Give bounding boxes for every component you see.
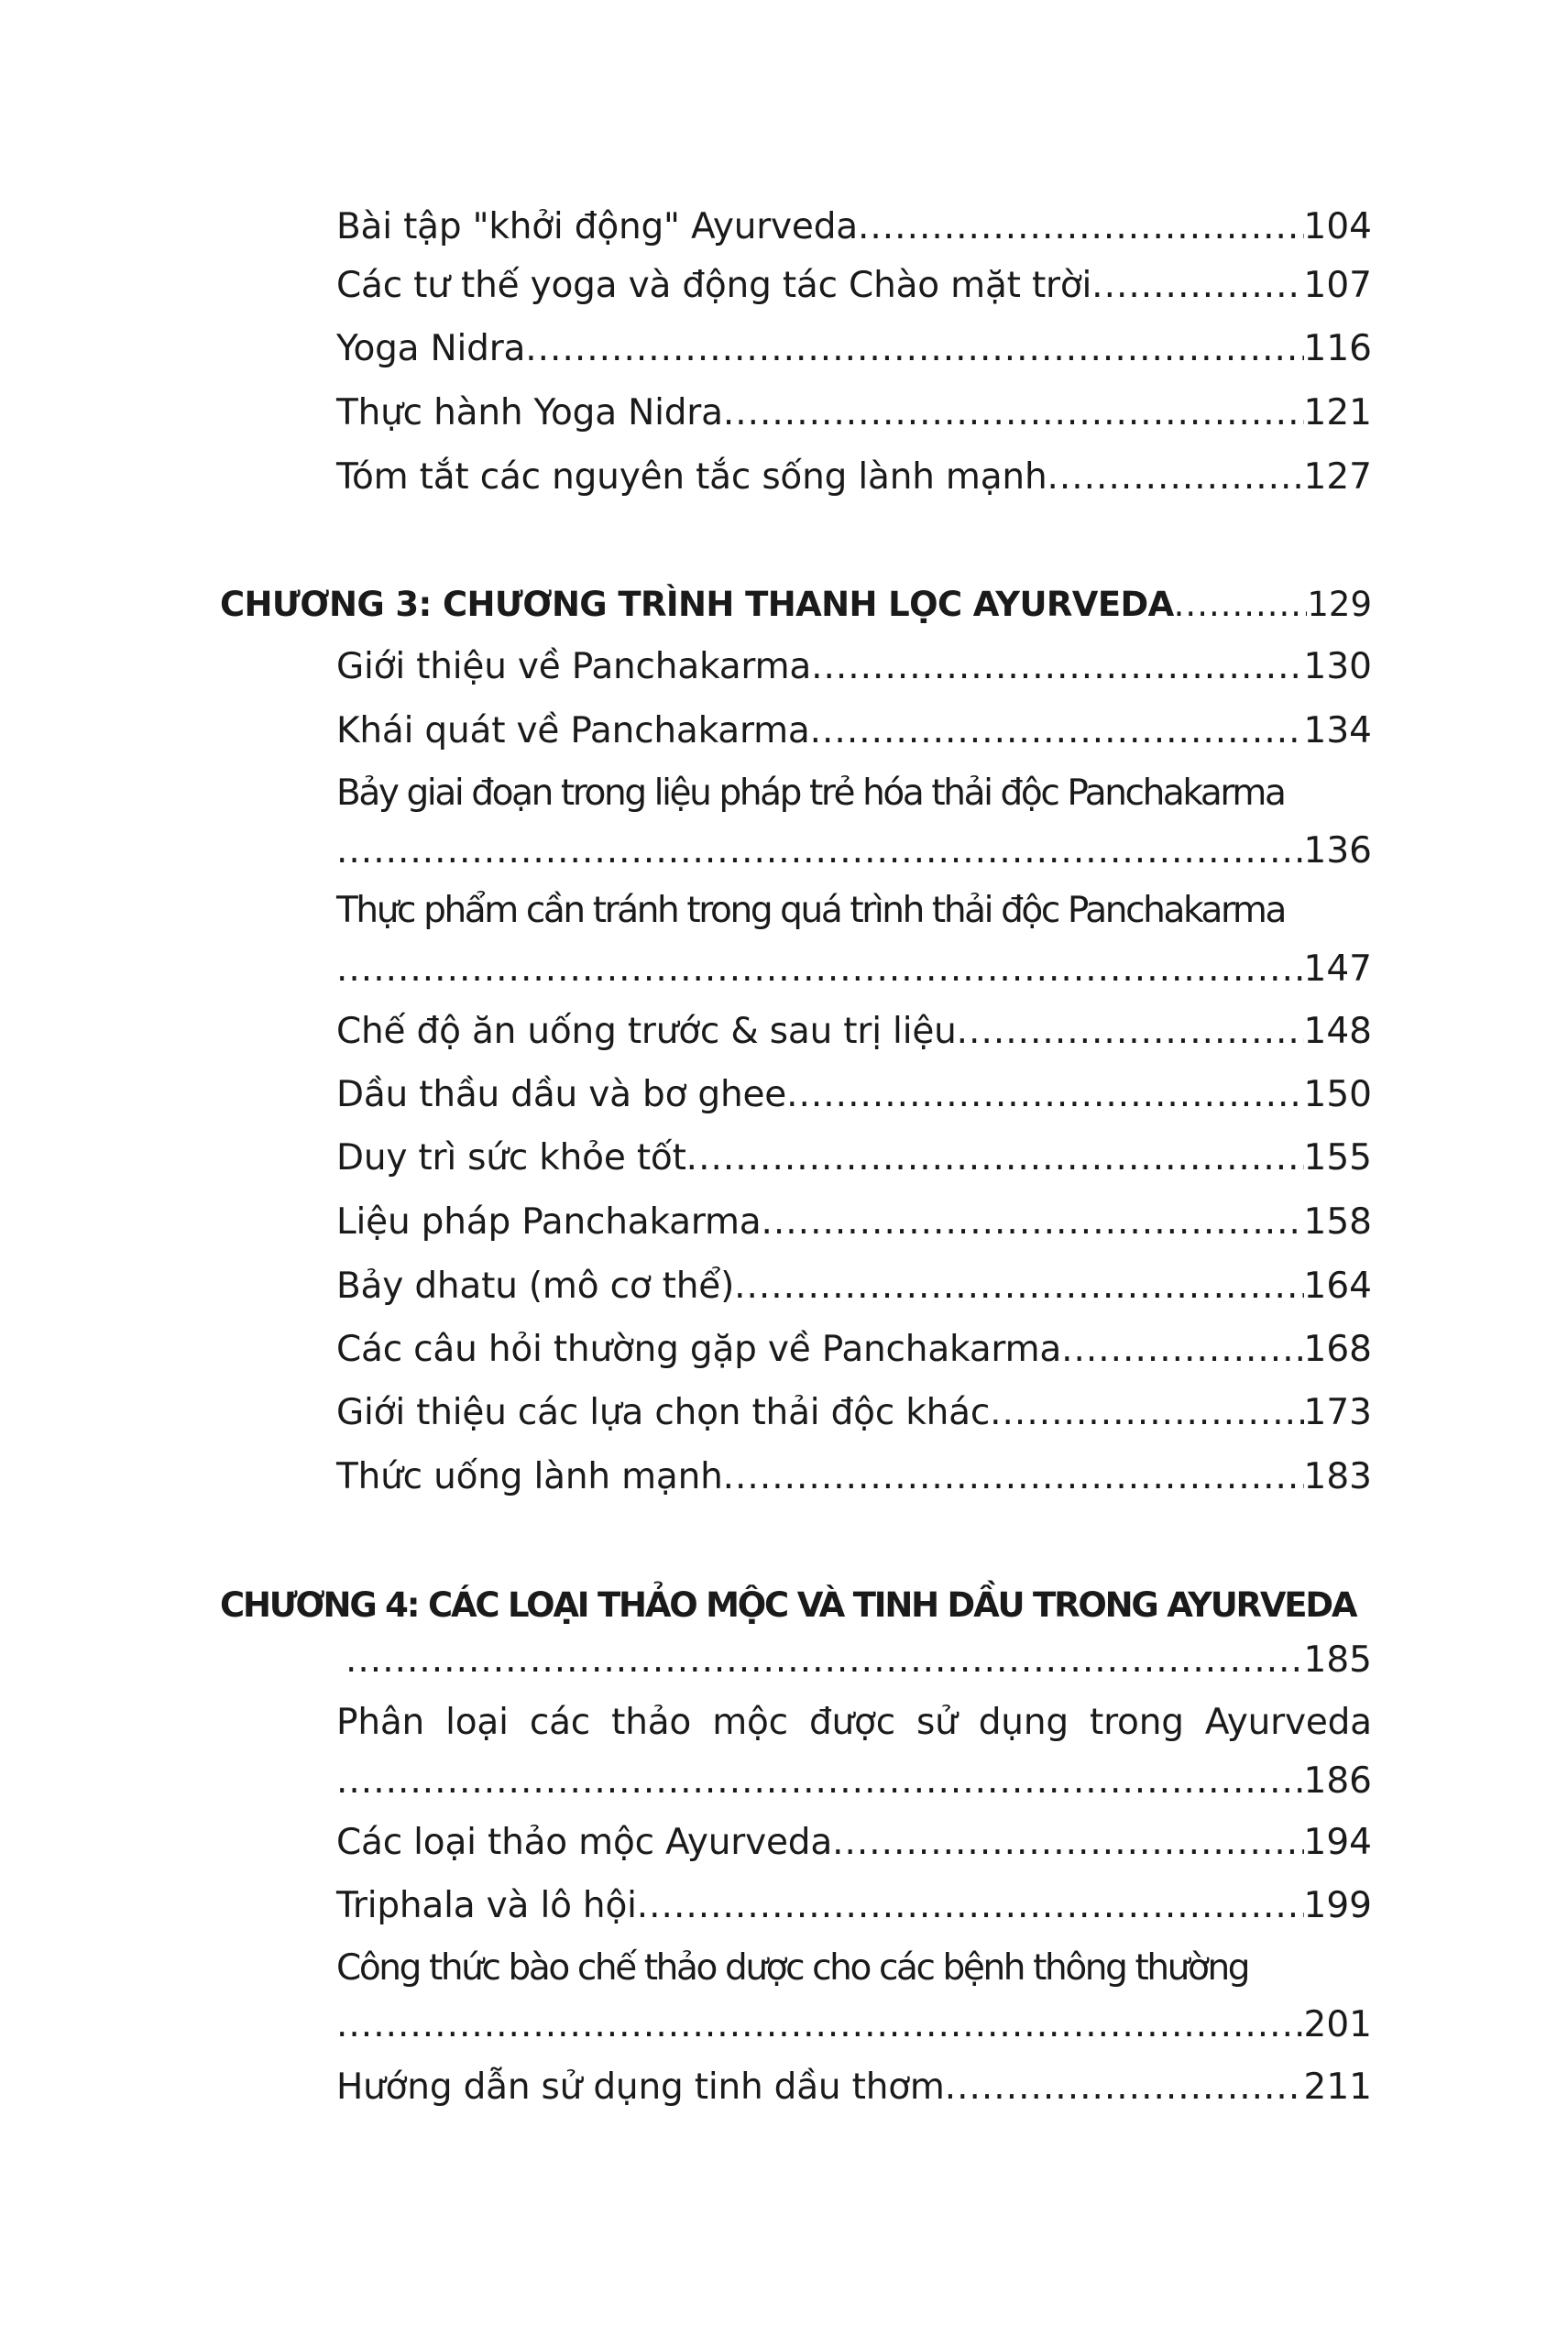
toc-entry-page: 134 [1303, 710, 1372, 751]
dot-leader [1047, 454, 1303, 501]
toc-entry-title: Các loại thảo mộc Ayurveda [336, 1822, 833, 1863]
toc-entry-title: Thực hành Yoga Nidra [336, 392, 723, 433]
toc-entry-title: Triphala và lô hội [336, 1885, 637, 1926]
title-word: dụng [978, 1702, 1069, 1743]
dot-leader [945, 2064, 1304, 2111]
toc-entry[interactable] [336, 262, 1372, 310]
toc-entry-page: 136 [1303, 830, 1372, 872]
toc-entry-title: Thực phẩm cần tránh trong quá trình thải độc Panchakarma [336, 890, 1286, 931]
toc-entry-title: Duy trì sức khỏe tốt [336, 1137, 686, 1178]
title-word: loại [445, 1702, 509, 1743]
toc-entry[interactable] [336, 325, 1372, 373]
toc-entry[interactable] [336, 1819, 1372, 1867]
toc-entry[interactable] [336, 1326, 1372, 1374]
toc-entry[interactable] [336, 2064, 1372, 2111]
dot-leader [723, 1453, 1304, 1501]
toc-chapter-continuation[interactable] [345, 1637, 1372, 1684]
dot-leader [1174, 581, 1308, 629]
toc-entry[interactable] [336, 1008, 1372, 1056]
toc-entry-page: 168 [1303, 1329, 1372, 1370]
dot-leader [336, 1758, 1304, 1805]
toc-entry-page: 164 [1303, 1266, 1372, 1307]
toc-entry-page: 158 [1303, 1201, 1372, 1243]
toc-entry-title: Các tư thế yoga và động tác Chào mặt trời [336, 265, 1092, 306]
dot-leader [336, 946, 1304, 993]
toc-entry[interactable] [336, 707, 1372, 755]
toc-entry-page: 183 [1303, 1456, 1372, 1497]
toc-chapter-heading-wrapped[interactable] [220, 1582, 1372, 1629]
toc-entry-title: Giới thiệu các lựa chọn thải độc khác [336, 1392, 991, 1433]
dot-leader [686, 1135, 1304, 1182]
toc-entry-continuation[interactable] [336, 2001, 1372, 2049]
toc-entry[interactable] [336, 1071, 1372, 1119]
toc-entry-page: 127 [1303, 456, 1372, 498]
dot-leader [336, 828, 1304, 875]
toc-entry-title: Các câu hỏi thường gặp về Panchakarma [336, 1329, 1062, 1370]
toc-entry[interactable] [336, 454, 1372, 501]
toc-chapter-title: CHƯƠNG 3: CHƯƠNG TRÌNH THANH LỌC AYURVEDA [220, 585, 1174, 624]
dot-leader [525, 325, 1303, 373]
toc-entry[interactable] [336, 643, 1372, 691]
toc-entry-wrapped-title[interactable] [336, 1699, 1372, 1747]
title-word: thảo [611, 1702, 692, 1743]
toc-entry-title: Bảy giai đoạn trong liệu pháp trẻ hóa thải độc Panchakarma [336, 773, 1285, 814]
title-word: các [529, 1702, 591, 1743]
toc-entry-page: 201 [1303, 2004, 1372, 2045]
toc-entry-page: 107 [1303, 265, 1372, 306]
toc-entry-page: 148 [1303, 1011, 1372, 1052]
toc-entry-title: Thức uống lành mạnh [336, 1456, 723, 1497]
toc-entry-page: 121 [1303, 392, 1372, 433]
toc-entry-page: 104 [1303, 206, 1372, 247]
toc-entry[interactable] [336, 1389, 1372, 1437]
dot-leader [723, 389, 1304, 437]
toc-entry-page: 194 [1303, 1822, 1372, 1863]
dot-leader [1061, 1326, 1303, 1374]
title-word: sử [916, 1702, 958, 1743]
toc-entry-page: 130 [1303, 646, 1372, 687]
dot-leader [786, 1071, 1303, 1119]
dot-leader [336, 2001, 1304, 2049]
toc-entry-wrapped-title[interactable] [336, 887, 1372, 935]
toc-entry-continuation[interactable] [336, 946, 1372, 993]
toc-entry-title: Liệu pháp Panchakarma [336, 1201, 762, 1243]
toc-entry-title: Chế độ ăn uống trước & sau trị liệu [336, 1011, 957, 1052]
toc-entry-page: 150 [1303, 1074, 1372, 1115]
toc-entry-page: 173 [1303, 1392, 1372, 1433]
toc-entry-page: 199 [1303, 1885, 1372, 1926]
toc-entry-continuation[interactable] [336, 1758, 1372, 1805]
title-word: được [808, 1702, 895, 1743]
dot-leader [858, 203, 1304, 251]
dot-leader [1091, 262, 1303, 310]
toc-entry[interactable] [336, 1882, 1372, 1930]
dot-leader [734, 1263, 1303, 1310]
toc-entry[interactable] [336, 389, 1372, 437]
dot-leader [990, 1389, 1303, 1437]
toc-entry-page: 186 [1303, 1760, 1372, 1802]
dot-leader [637, 1882, 1304, 1930]
dot-leader [345, 1637, 1304, 1684]
toc-entry-title: Hướng dẫn sử dụng tinh dầu thơm [336, 2066, 945, 2108]
title-word: Ayurveda [1204, 1702, 1372, 1743]
toc-entry[interactable] [336, 1199, 1372, 1246]
toc-entry-title: Dầu thầu dầu và bơ ghee [336, 1074, 787, 1115]
toc-entry[interactable] [336, 1453, 1372, 1501]
toc-entry-title: Công thức bào chế thảo dược cho các bệnh thông thường [336, 1947, 1249, 1989]
title-word: trong [1089, 1702, 1184, 1743]
dot-leader [957, 1008, 1304, 1056]
dot-leader [810, 707, 1304, 755]
toc-entry-page: 211 [1303, 2066, 1372, 2108]
toc-entry-page: 116 [1303, 328, 1372, 369]
toc-entry-title: Tóm tắt các nguyên tắc sống lành mạnh [336, 456, 1047, 498]
toc-entry-title: Bảy dhatu (mô cơ thể) [336, 1266, 735, 1307]
toc-entry-title: Khái quát về Panchakarma [336, 710, 810, 751]
toc-entry-page: 147 [1303, 948, 1372, 990]
toc-entry-title: Giới thiệu về Panchakarma [336, 646, 812, 687]
toc-entry-title: Bài tập "khởi động" Ayurveda [336, 206, 858, 247]
toc-entry-wrapped-title[interactable] [336, 770, 1372, 817]
toc-entry[interactable] [336, 203, 1372, 251]
toc-entry-continuation[interactable] [336, 828, 1372, 875]
toc-entry-wrapped-title[interactable] [336, 1945, 1372, 1992]
toc-entry[interactable] [336, 1263, 1372, 1310]
toc-chapter-page: 185 [1303, 1639, 1372, 1681]
dot-leader [811, 643, 1303, 691]
toc-chapter-heading[interactable] [220, 581, 1372, 629]
toc-entry-page: 155 [1303, 1137, 1372, 1178]
title-word: mộc [712, 1702, 788, 1743]
toc-entry-title: Yoga Nidra [336, 328, 526, 369]
dot-leader [832, 1819, 1303, 1867]
toc-chapter-page: 129 [1307, 585, 1372, 624]
title-word: Phân [336, 1702, 425, 1743]
toc-chapter-title: CHƯƠNG 4: CÁC LOẠI THẢO MỘC VÀ TINH DẦU TRONG AYURVEDA [220, 1585, 1356, 1625]
toc-entry[interactable] [336, 1135, 1372, 1182]
dot-leader [761, 1199, 1303, 1246]
